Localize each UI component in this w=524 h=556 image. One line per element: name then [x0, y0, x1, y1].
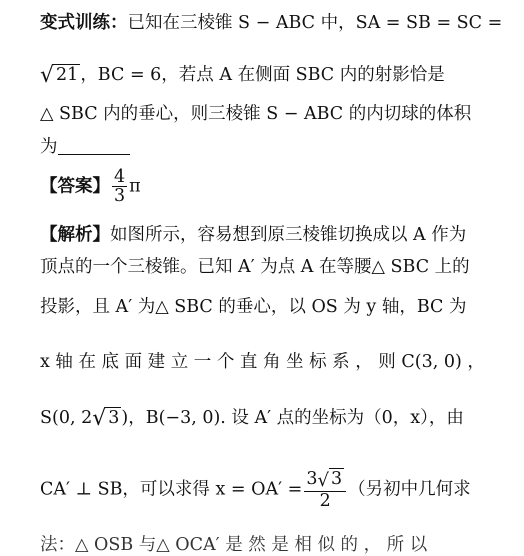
- analysis-text-4: x 轴 在 底 面 建 立 一 个 直 角 坐 标 系 ， 则 C(3, 0) ，: [40, 352, 485, 372]
- analysis-line-1: [40, 224, 466, 246]
- analysis-line-4: [40, 351, 485, 373]
- analysis-text-2: 顶点的一个三棱锥。已知 A′ 为点 A 在等腰△ SBC 上的: [40, 257, 470, 277]
- analysis-line-3: [40, 296, 467, 318]
- exercise-label: 变式训练：: [40, 13, 128, 33]
- problem-text-3: △ SBC 内的垂心，则三棱锥 S − ABC 的内切球的体积: [40, 104, 472, 124]
- analysis-text-7: 法：△ OSB 与△ OCA′ 是 然 是 相 似 的 ， 所 以: [40, 535, 428, 555]
- answer-fraction: $\frac{4}{3}$: [114, 167, 126, 207]
- answer-line: [40, 168, 141, 206]
- perpendicular-text: CA′ ⊥ SB，可以求得 x = OA′ =: [40, 479, 303, 500]
- problem-line-2: [40, 64, 445, 87]
- problem-text-4: 为: [40, 137, 58, 157]
- analysis-line-2: [40, 256, 470, 278]
- problem-line-1: [40, 12, 502, 34]
- analysis-text-3: 投影，且 A′ 为△ SBC 的垂心，以 OS 为 y 轴，BC 为: [40, 297, 467, 317]
- coord-text: )，B(−3, 0). 设 A′ 点的坐标为（0，x），由: [121, 408, 464, 428]
- alt-method-text: （另初中几何求: [348, 479, 471, 500]
- answer-blank: [58, 154, 130, 155]
- problem-line-3: [40, 103, 471, 125]
- analysis-line-6: [40, 470, 471, 510]
- analysis-text-1: 如图所示，容易想到原三棱锥切换成以 A 作为: [110, 225, 467, 245]
- analysis-line-5: [40, 407, 464, 430]
- problem-line-4: [40, 136, 130, 158]
- sqrt-3: √ 3: [92, 406, 120, 431]
- analysis-label: 【解析】: [40, 225, 110, 245]
- problem-text-1: 已知在三棱锥 S − ABC 中，SA = SB = SC =: [127, 13, 503, 33]
- pi-symbol: π: [129, 176, 141, 197]
- coord-s-start: S(0, 2: [40, 408, 93, 428]
- analysis-line-7: [40, 534, 427, 556]
- answer-label: 【答案】: [40, 176, 110, 197]
- sqrt-21: √ 21: [40, 63, 79, 88]
- oa-fraction: $\frac{3√ 3}{2}$: [304, 470, 346, 510]
- problem-text-2: ，BC = 6，若点 A 在侧面 SBC 内的射影恰是: [80, 65, 445, 85]
